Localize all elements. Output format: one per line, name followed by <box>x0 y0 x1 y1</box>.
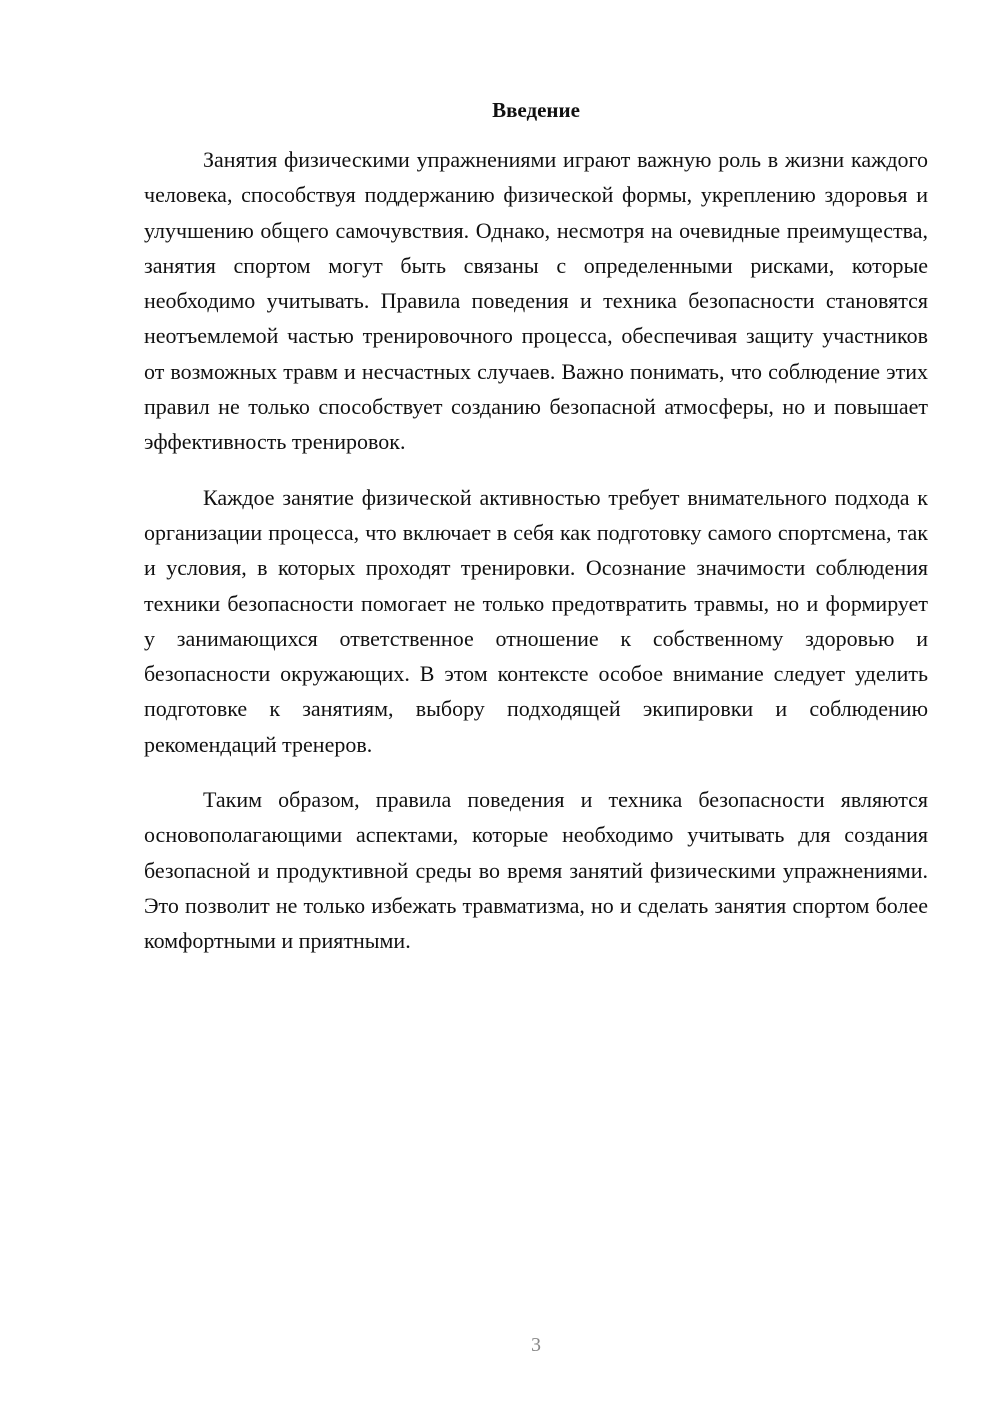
paragraph-2: Каждое занятие физической активностью требует внимательного подхода к организации процесса, что включает в себя как подготовку самого спортсмена, так и условия, в которых проходят тренировки. Осознание значимости соблюдения техники безопасности помогает не только предотвратить травмы, но и формирует у занимающихся ответственное отношение к собственному здоровью и безопасности окружающих. В этом контексте особое внимание следует уделить подготовке к занятиям, выбору подходящей экипировки и соблюдению рекомендаций тренеров. <box>144 484 928 757</box>
page-number: 3 <box>531 1334 541 1356</box>
body-text <box>144 142 928 979</box>
paragraph-1: Занятия физическими упражнениями играют важную роль в жизни каждого человека, способствуя поддержанию физической формы, укреплению здоровья и улучшению общего самочувствия. Однако, несмотря на очевидные преимущества, занятия спортом могут быть связаны с определенными рисками, которые необходимо учитывать. Правила поведения и техника безопасности становятся неотъемлемой частью тренировочного процесса, обеспечивая защиту участников от возможных травм и несчастных случаев. Важно понимать, что соблюдение этих правил не только способствует созданию безопасной атмосферы, но и повышает эффективность тренировок. <box>144 147 928 455</box>
paragraph-3: Таким образом, правила поведения и техника безопасности являются основополагающими аспектами, которые необходимо учитывать для создания безопасной и продуктивной среды во время занятий физическими упражнениями. Это позволит не только избежать травматизма, но и сделать занятия спортом более комфортными и приятными. <box>144 787 928 954</box>
section-heading: Введение <box>492 98 580 122</box>
